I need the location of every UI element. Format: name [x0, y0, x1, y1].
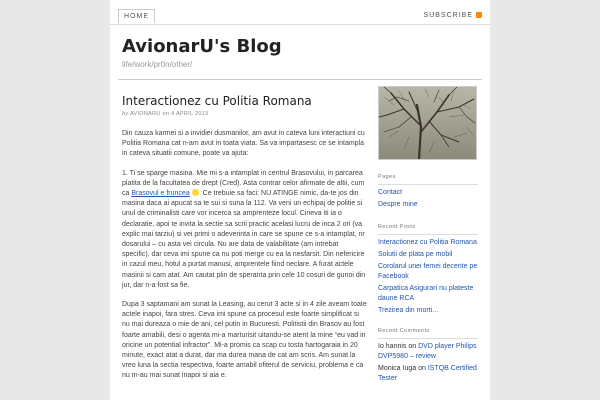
- recent-posts-heading: Recent Posts: [378, 224, 416, 230]
- post-author[interactable]: AVIONARU: [129, 111, 161, 117]
- recent-comment: [378, 364, 484, 384]
- meta-on: on: [162, 111, 170, 117]
- recent-post-link[interactable]: Trezirea din morti…: [378, 307, 440, 314]
- sidebar-divider: [378, 234, 478, 235]
- recent-posts-widget: [378, 224, 484, 316]
- page-link[interactable]: Contact: [378, 189, 403, 196]
- recent-comment: [378, 342, 484, 362]
- post-paragraph: Dupa 3 saptamani am sunat la Leasing, au cerut 3 acte si in 4 zile aveam toate actele inapoi, fara stres. Ceva imi spune ca procesul este foarte simplificat si nu mai dureaza o mie de ani, cel putin in Bucuresti. Politistii din Brasov au fost foarte amabili, desi o agenta mi-a marturisit uitandu-se atent la mine “eu vad in oricine un potential infractor”. Mi-a promis ca scap cu tosta hartogaraia in 20 minute, exact atat a durat, dar ma durea mana de cat am scris. Am sunat la vreo luna la sectia respectiva, foarte amabil ofiterul de serviciu, problema e ca nu m-au mai sunat inapoi si aia e.: [122, 301, 367, 380]
- top-nav: [110, 0, 490, 25]
- comment-post-link[interactable]: DVD player Philips DVP5980 – review: [378, 343, 477, 360]
- header-divider: [118, 79, 482, 80]
- comment-on: on: [408, 343, 417, 350]
- page-link[interactable]: Despre mine: [378, 201, 418, 208]
- smiley-icon: [192, 189, 199, 196]
- post: [122, 90, 367, 391]
- post-title[interactable]: Interactionez cu Politia Romana: [122, 94, 312, 108]
- recent-post-link[interactable]: Carpatica Asigurari nu plateste daune RCA: [378, 285, 474, 302]
- recent-post-link[interactable]: Interactionez cu Politia Romana: [378, 239, 477, 246]
- post-date[interactable]: 4 APRIL 2013: [171, 111, 209, 117]
- post-paragraph: Din cauza karmei si a invidiei dusmanilor, am avut in cateva luni interactiuni cu Politia Romana cat n-am avut in toata viata. Sa va impartasesc ce se intampla in cateva situatii comune, poate va ajuta:: [122, 130, 365, 158]
- post-paragraph: [122, 169, 367, 291]
- comment-author: Monica Iuga: [378, 365, 417, 372]
- blog-tagline: life/work/pr0n/other/: [122, 60, 193, 69]
- post-body: [122, 129, 367, 382]
- meta-by: by: [122, 111, 129, 117]
- pages-widget: [378, 174, 484, 210]
- recent-comments-widget: [378, 328, 484, 384]
- comment-author: Io hannis: [378, 343, 407, 350]
- nav-home-tab[interactable]: HOME: [118, 9, 155, 23]
- post-meta: [122, 111, 367, 117]
- post-text: 1. Ti se sparge masina. Mie mi s-a intamplat in centrul Brasovului, in parcarea platita de la facultatea de drept (Cred). Asta contrar celor afirmate de altii, cum ca: [122, 169, 365, 198]
- page: [110, 0, 490, 400]
- sidebar: [378, 86, 484, 386]
- tree-photo-svg: [379, 87, 476, 159]
- brasov-link[interactable]: Brasovul e fruncea: [131, 190, 190, 198]
- comment-post-link[interactable]: ISTQB Certified Tester: [378, 365, 477, 382]
- pages-heading: Pages: [378, 174, 396, 180]
- recent-post-link[interactable]: Solutii de plata pe mobil: [378, 251, 453, 258]
- recent-comments-heading: Recent Comments: [378, 328, 430, 334]
- rss-icon[interactable]: [476, 12, 482, 18]
- subscribe-label[interactable]: SUBSCRIBE: [423, 12, 473, 19]
- blog-title[interactable]: AvionarU's Blog: [122, 36, 282, 57]
- sidebar-divider: [378, 184, 478, 185]
- subscribe-link[interactable]: [424, 12, 482, 19]
- comment-on: on: [418, 365, 426, 372]
- recent-post-link[interactable]: Corolarul unei femei decente pe Facebook: [378, 263, 478, 280]
- post-text: Ce trebuie sa faci: NU ATINGE nimic, da-te jos din masina daca ai apucat sa te sui si suna la 112. Va veni un echipaj de politie si unul de criminalisti care vor incerca sa amprenteze locul. Cineva iti ia o declaratie, apoi te invita la sectie sa scrii practic acelasi lucru de inca 2 ori (va explic mai tarziu) si vei primi o adeverinta in care se spune ce s-a intamplat, nr dosarului – cu asta vei circula. Nu are data de valabilitate (am intrebat specific), dar ceva imi spune ca nu poti merge cu ea la nesfarsit. Din nefericire in cazul meu, hotul a purtat manusi, amprentele fiind neclare. A furat actele masinii si cam atat. Am cautat plin de speranta prin cele 10 cosuri de gunoi din jur, dar n-a fost sa fie.: [122, 190, 366, 289]
- sidebar-divider: [378, 338, 478, 339]
- tree-photo: [378, 86, 477, 160]
- blog-header: [122, 36, 282, 69]
